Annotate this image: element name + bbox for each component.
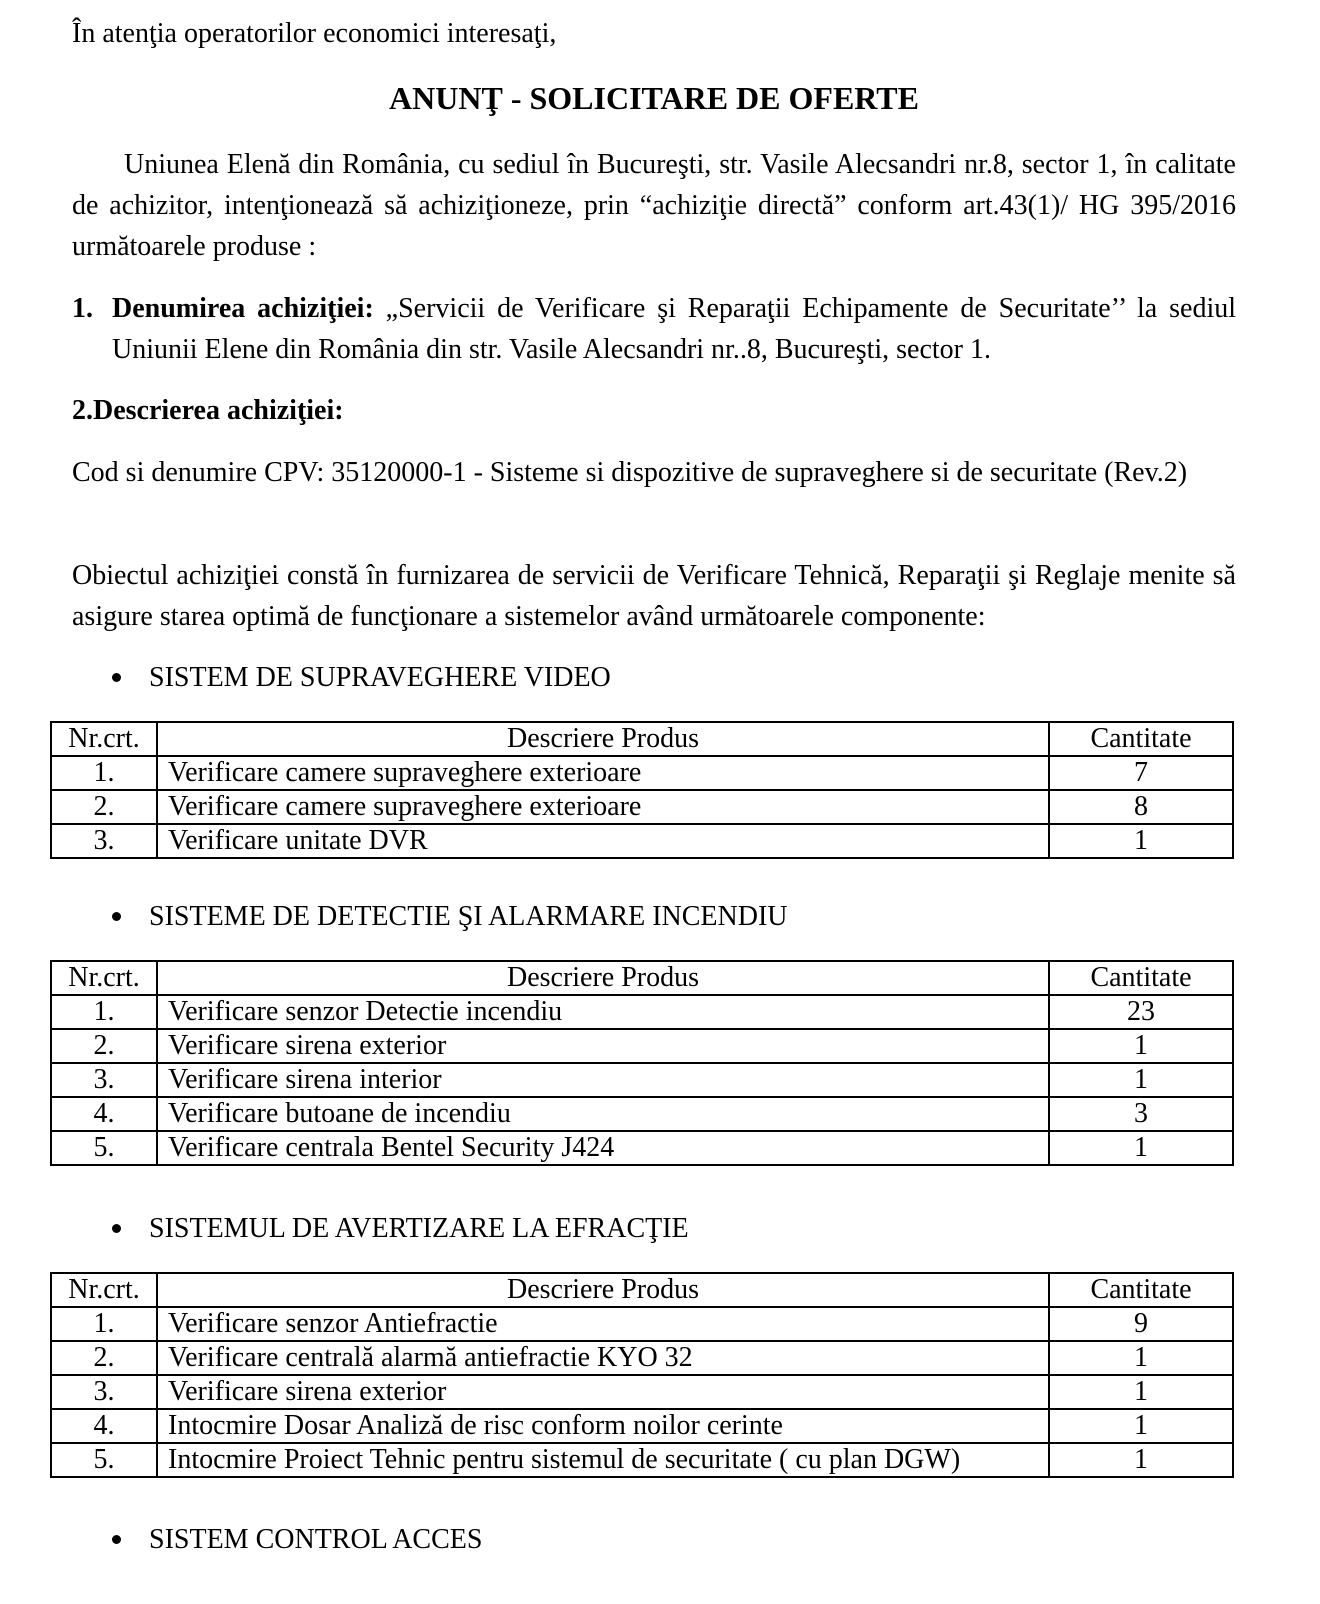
system-2-bullet xyxy=(112,899,788,935)
system-2-table xyxy=(50,960,1234,1166)
row-desc: Verificare sirena exterior xyxy=(157,1029,1049,1063)
item-1-text: „Servicii de Verificare şi Reparaţii Echipamente de Securitate’’ la sediul Uniunii Elene din România din str. Vasile Alecsandri nr..8, Bucureşti, sector 1. xyxy=(112,293,1237,365)
row-nr: 2. xyxy=(51,790,157,824)
row-desc: Verificare senzor Detectie incendiu xyxy=(157,995,1049,1029)
system-3-bullet xyxy=(112,1211,689,1247)
table-header-row xyxy=(51,961,1233,995)
row-nr: 3. xyxy=(51,1063,157,1097)
table-row xyxy=(51,790,1233,824)
row-nr: 5. xyxy=(51,1131,157,1165)
header-nr: Nr.crt. xyxy=(51,722,157,756)
row-nr: 4. xyxy=(51,1097,157,1131)
row-qty: 1 xyxy=(1049,1409,1233,1443)
document-title: ANUNŢ - SOLICITARE DE OFERTE xyxy=(389,80,919,116)
system-4-bullet xyxy=(112,1522,482,1558)
row-nr: 1. xyxy=(51,995,157,1029)
row-qty: 8 xyxy=(1049,790,1233,824)
header-qty: Cantitate xyxy=(1049,961,1233,995)
greeting-line: În atenţia operatorilor economici interesaţi, xyxy=(72,18,557,49)
system-1-table xyxy=(50,721,1234,859)
row-desc: Verificare unitate DVR xyxy=(157,824,1049,858)
header-desc: Descriere Produs xyxy=(157,1273,1049,1307)
row-qty: 3 xyxy=(1049,1097,1233,1131)
row-desc: Verificare camere supraveghere exterioare xyxy=(157,790,1049,824)
bullet-icon xyxy=(112,673,121,682)
row-nr: 2. xyxy=(51,1029,157,1063)
system-1-title: SISTEM DE SUPRAVEGHERE VIDEO xyxy=(149,662,611,693)
row-qty: 1 xyxy=(1049,1029,1233,1063)
item-1-text-block xyxy=(112,288,1236,370)
bullet-icon xyxy=(112,1224,121,1233)
table-row xyxy=(51,1409,1233,1443)
table-header-row xyxy=(51,722,1233,756)
table-row xyxy=(51,756,1233,790)
table-header-row xyxy=(51,1273,1233,1307)
row-desc: Intocmire Dosar Analiză de risc conform noilor cerinte xyxy=(157,1409,1049,1443)
row-nr: 2. xyxy=(51,1341,157,1375)
item-1-number: 1. xyxy=(72,293,93,324)
row-desc: Verificare butoane de incendiu xyxy=(157,1097,1049,1131)
row-qty: 9 xyxy=(1049,1307,1233,1341)
table-row xyxy=(51,1063,1233,1097)
system-2-title: SISTEME DE DETECTIE ŞI ALARMARE INCENDIU xyxy=(149,901,788,932)
bullet-icon xyxy=(112,912,121,921)
system-3-table xyxy=(50,1272,1234,1478)
row-nr: 3. xyxy=(51,1375,157,1409)
row-qty: 1 xyxy=(1049,1443,1233,1477)
item-1-label: Denumirea achiziţiei: xyxy=(112,293,374,324)
header-nr: Nr.crt. xyxy=(51,1273,157,1307)
table-row xyxy=(51,1443,1233,1477)
row-nr: 1. xyxy=(51,756,157,790)
header-nr: Nr.crt. xyxy=(51,961,157,995)
row-desc: Intocmire Proiect Tehnic pentru sistemul de securitate ( cu plan DGW) xyxy=(157,1443,1049,1477)
table-row xyxy=(51,1097,1233,1131)
bullet-icon xyxy=(112,1535,121,1544)
table-row xyxy=(51,1131,1233,1165)
cpv-paragraph: Cod si denumire CPV: 35120000-1 - Sisteme si dispozitive de supraveghere si de securitate (Rev.2) xyxy=(72,457,1188,488)
table-row xyxy=(51,995,1233,1029)
header-qty: Cantitate xyxy=(1049,1273,1233,1307)
row-qty: 1 xyxy=(1049,1131,1233,1165)
header-desc: Descriere Produs xyxy=(157,722,1049,756)
row-qty: 1 xyxy=(1049,824,1233,858)
row-desc: Verificare sirena interior xyxy=(157,1063,1049,1097)
row-nr: 1. xyxy=(51,1307,157,1341)
row-desc: Verificare centrala Bentel Security J424 xyxy=(157,1131,1049,1165)
row-nr: 4. xyxy=(51,1409,157,1443)
row-nr: 3. xyxy=(51,824,157,858)
intro-paragraph: Uniunea Elenă din România, cu sediul în Bucureşti, str. Vasile Alecsandri nr.8, sector 1, în calitate de achizitor, intenţionează să achiziţioneze, prin “achiziţie directă” conform art.43(1)/ HG 395/2016 următoarele produse : xyxy=(72,149,1236,262)
row-qty: 23 xyxy=(1049,995,1233,1029)
table-row xyxy=(51,1341,1233,1375)
header-desc: Descriere Produs xyxy=(157,961,1049,995)
row-desc: Verificare sirena exterior xyxy=(157,1375,1049,1409)
table-row xyxy=(51,1375,1233,1409)
system-1-bullet xyxy=(112,660,611,696)
row-desc: Verificare centrală alarmă antiefractie KYO 32 xyxy=(157,1341,1049,1375)
section-2-heading: 2.Descrierea achiziţiei: xyxy=(72,395,344,426)
row-qty: 7 xyxy=(1049,756,1233,790)
table-row xyxy=(51,824,1233,858)
row-nr: 5. xyxy=(51,1443,157,1477)
row-qty: 1 xyxy=(1049,1063,1233,1097)
row-desc: Verificare senzor Antiefractie xyxy=(157,1307,1049,1341)
row-qty: 1 xyxy=(1049,1375,1233,1409)
row-desc: Verificare camere supraveghere exterioare xyxy=(157,756,1049,790)
objective-paragraph: Obiectul achiziţiei constă în furnizarea de servicii de Verificare Tehnică, Reparaţii şi Reglaje menite să asigure starea optimă de funcţionare a sistemelor având următoarele componente: xyxy=(72,560,1236,632)
system-4-title: SISTEM CONTROL ACCES xyxy=(149,1524,483,1555)
system-3-title: SISTEMUL DE AVERTIZARE LA EFRACŢIE xyxy=(149,1213,689,1244)
row-qty: 1 xyxy=(1049,1341,1233,1375)
header-qty: Cantitate xyxy=(1049,722,1233,756)
item-1-acquisition-name xyxy=(72,288,1236,370)
table-row xyxy=(51,1307,1233,1341)
table-row xyxy=(51,1029,1233,1063)
